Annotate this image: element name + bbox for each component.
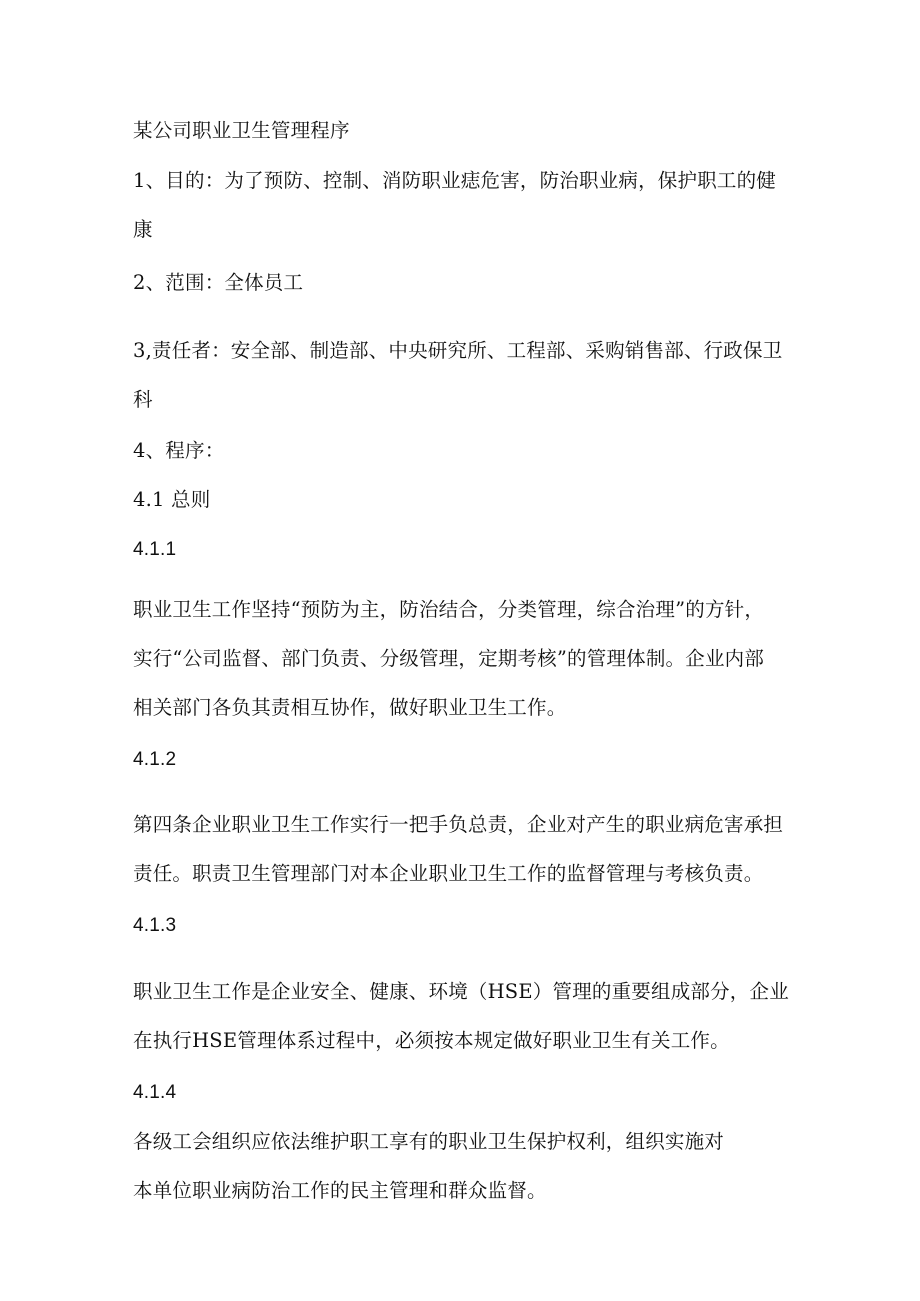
section-4-1-1-line-2: 实行“公司监督、部门负责、分级管理，定期考核”的管理体制。企业内部: [133, 647, 765, 670]
purpose-line-1: 1、目的：为了预防、控制、消防职业痣危害，防治职业病，保护职工的健: [133, 169, 777, 192]
section-4-1-4-line-2: 本单位职业病防治工作的民主管理和群众监督。: [133, 1179, 547, 1202]
section-number-4-1-4: 4.1.4: [133, 1082, 177, 1103]
section-4-1-3-line-1: 职业卫生工作是企业安全、健康、环境（HSE）管理的重要组成部分，企业: [133, 980, 789, 1003]
scope-line: 2、范围：全体员工: [133, 271, 304, 294]
section-4-1-2-line-2: 责任。职责卫生管理部门对本企业职业卫生工作的监督管理与考核负责。: [133, 862, 764, 885]
general-heading: 4.1 总则: [133, 488, 211, 511]
procedure-heading: 4、程序：: [133, 439, 225, 462]
section-number-4-1-3: 4.1.3: [133, 915, 177, 936]
document-title: 某公司职业卫生管理程序: [133, 119, 350, 142]
section-4-1-4-line-1: 各级工会组织应依法维护职工享有的职业卫生保护权利，组织实施对: [133, 1130, 725, 1153]
section-number-4-1-2: 4.1.2: [133, 749, 177, 770]
section-4-1-3-line-2: 在执行HSE管理体系过程中，必须按本规定做好职业卫生有关工作。: [133, 1029, 730, 1052]
section-4-1-2-line-1: 第四条企业职业卫生工作实行一把手负总责，企业对产生的职业病危害承担: [133, 813, 784, 836]
section-4-1-1-line-3: 相关部门各负其责相互协作，做好职业卫生工作。: [133, 696, 567, 719]
section-number-4-1-1: 4.1.1: [133, 539, 177, 560]
responsible-line-1: 3,责任者：安全部、制造部、中央研究所、工程部、采购销售部、行政保卫: [133, 339, 783, 362]
responsible-line-2: 科: [133, 388, 153, 411]
section-4-1-1-line-1: 职业卫生工作坚持“预防为主，防治结合，分类管理，综合治理”的方针，: [133, 598, 765, 621]
purpose-line-2: 康: [133, 218, 153, 241]
